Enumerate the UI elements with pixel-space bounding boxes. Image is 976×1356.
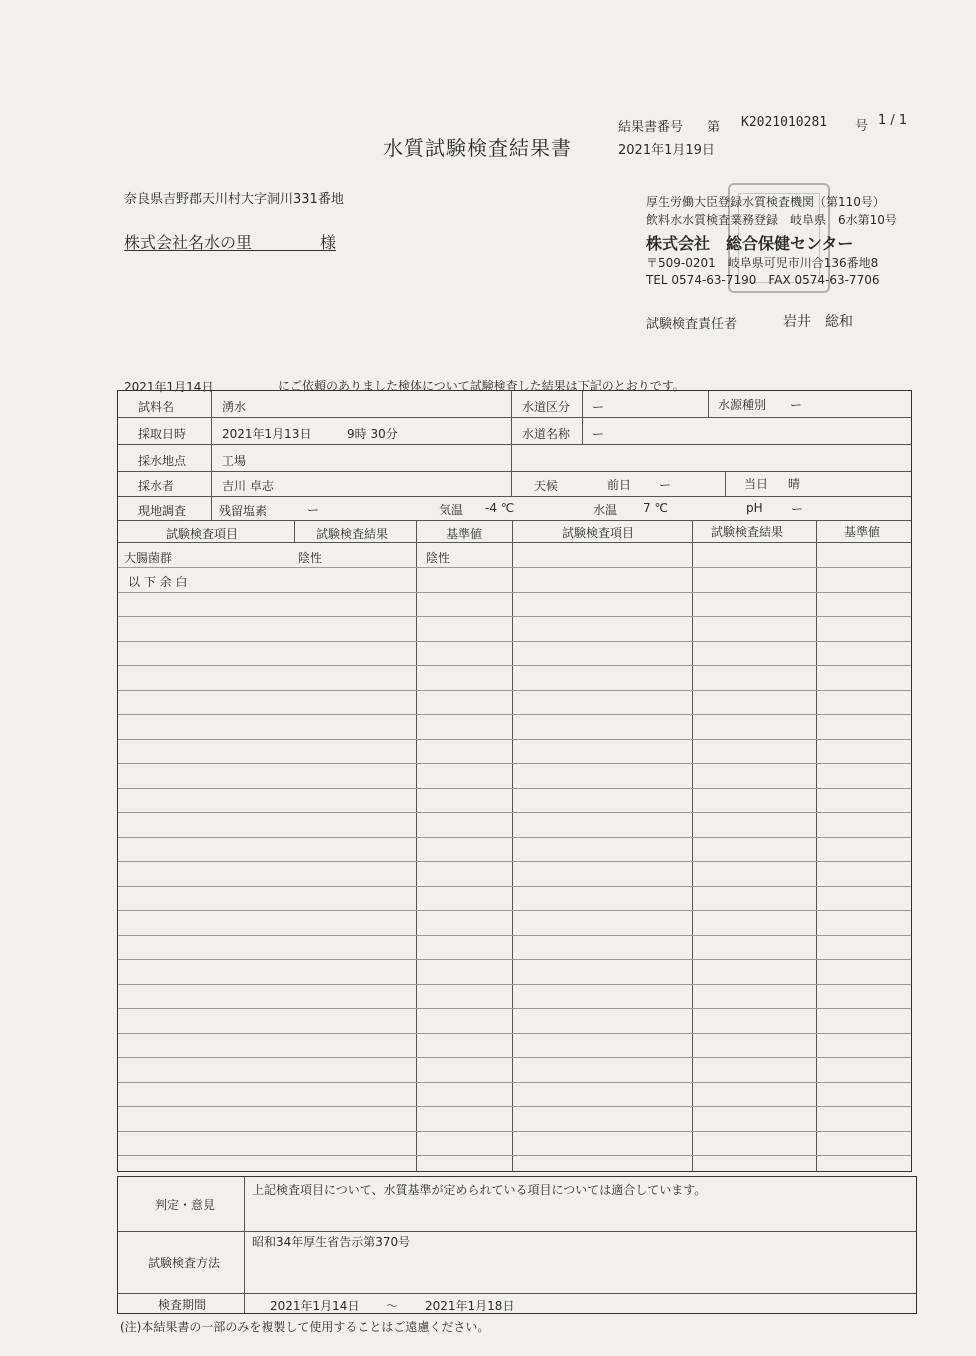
intro-text: にご依頼のありました検体について試験検査した結果は下記のとおりです。 [278, 379, 685, 393]
weather-label: 天候 [534, 479, 559, 493]
page-number: 1 / 1 [878, 113, 908, 128]
water-temp-label: 水温 [593, 503, 618, 517]
grid-line [118, 1033, 911, 1034]
col-standard-right: 基準値 [844, 525, 881, 539]
issuer-address: 〒509-0201 岐阜県可児市川合136番地8 [646, 256, 879, 270]
client-honorific: 様 [319, 233, 336, 252]
judgement-text: 上記検査項目について、水質基準が定められている項目については適合しています。 [252, 1183, 707, 1197]
sample-name-label: 試料名 [138, 400, 175, 414]
ph: ー [791, 502, 804, 516]
air-temp: -4 ℃ [485, 501, 515, 515]
col-item-left: 試験検査項目 [166, 527, 239, 541]
ph-label: pH [746, 501, 763, 515]
document-title: 水質試験検査結果書 [383, 136, 572, 160]
grid-line [118, 812, 911, 813]
period-to: 2021年1月18日 [425, 1299, 515, 1313]
period-label: 検査期間 [158, 1298, 207, 1312]
summary-box [117, 1176, 917, 1314]
request-date: 2021年1月14日 [124, 380, 214, 394]
grid-line [118, 837, 911, 838]
col-standard-left: 基準値 [446, 527, 483, 541]
report-number-prefix: 第 [707, 120, 721, 135]
grid-line [118, 1008, 911, 1009]
result-item: 大腸菌群 [124, 551, 173, 565]
same-day-label: 当日 [744, 477, 769, 491]
footnote: (注)本結果書の一部のみを複製して使用することはご遠慮ください。 [120, 1320, 490, 1334]
chlorine: ー [307, 503, 320, 517]
source-type-label: 水源種別 [718, 398, 767, 412]
grid-line [118, 1082, 911, 1083]
col-result-left: 試験検査結果 [316, 527, 389, 541]
sampling-time-label: 採取日時 [138, 427, 187, 441]
report-number: K2021010281 [741, 115, 828, 130]
grid-line [118, 910, 911, 911]
responsible-label: 試験検査責任者 [646, 317, 738, 332]
grid-line [118, 935, 911, 936]
period-from: 2021年1月14日 [270, 1299, 360, 1313]
grid-line [118, 959, 911, 960]
sample-name: 湧水 [222, 400, 247, 414]
grid-line [118, 1131, 911, 1132]
results-table [117, 390, 912, 1172]
judgement-label: 判定・意見 [155, 1198, 216, 1212]
result-standard: 陰性 [426, 551, 451, 565]
issuer-phone: TEL 0574-63-7190 FAX 0574-63-7706 [646, 273, 880, 287]
grid-line [118, 592, 911, 593]
grid-line [118, 1106, 911, 1107]
water-name: ー [592, 427, 605, 441]
sampler-label: 採水者 [138, 479, 175, 493]
chlorine-label: 残留塩素 [219, 504, 268, 518]
method-text: 昭和34年厚生省告示第370号 [252, 1235, 411, 1249]
remainder-blank: 以 下 余 白 [128, 575, 188, 589]
air-temp-label: 気温 [439, 503, 464, 517]
source-type: ー [790, 398, 803, 412]
sampling-point-label: 採水地点 [138, 454, 187, 468]
period-separator: ～ [386, 1299, 399, 1313]
grid-line [118, 690, 911, 691]
grid-line [118, 1155, 911, 1156]
report-number-suffix: 号 [855, 119, 869, 134]
client-name: 株式会社名水の里 [124, 233, 253, 252]
water-class-label: 水道区分 [522, 400, 571, 414]
issuer-registration-1: 厚生労働大臣登録水質検査機関（第110号） [646, 195, 885, 209]
client-address: 奈良県吉野郡天川村大字洞川331番地 [124, 192, 344, 207]
same-day: 晴 [788, 477, 801, 491]
grid-line [118, 665, 911, 666]
responsible-name: 岩井 総和 [783, 314, 853, 330]
sampler: 吉川 卓志 [222, 479, 274, 493]
field-survey-label: 現地調査 [138, 504, 187, 518]
col-item-right: 試験検査項目 [562, 526, 635, 540]
water-name-label: 水道名称 [522, 427, 571, 441]
grid-line [118, 714, 911, 715]
issuer-company: 株式会社 総合保健センター [646, 234, 854, 253]
water-class: ー [592, 400, 605, 414]
grid-line [118, 567, 911, 568]
grid-line [118, 984, 911, 985]
result-value: 陰性 [298, 551, 323, 565]
issue-date: 2021年1月19日 [618, 143, 715, 158]
method-label: 試験検査方法 [148, 1256, 221, 1270]
sampling-date: 2021年1月13日 [222, 427, 312, 441]
grid-line [118, 788, 911, 789]
grid-line [118, 861, 911, 862]
report-number-label: 結果書番号 [618, 120, 684, 135]
issuer-registration-2: 飲料水水質検査業務登録 岐阜県 6水第10号 [646, 213, 897, 227]
sampling-point: 工場 [222, 454, 247, 468]
grid-line [118, 886, 911, 887]
grid-line [118, 641, 911, 642]
grid-line [118, 616, 911, 617]
prev-day-label: 前日 [607, 478, 632, 492]
col-result-right: 試験検査結果 [711, 525, 784, 539]
grid-line [118, 1057, 911, 1058]
grid-line [118, 763, 911, 764]
water-temp: 7 ℃ [643, 501, 668, 515]
client-name-line [124, 230, 336, 251]
prev-day: ー [659, 478, 672, 492]
sampling-time: 9時 30分 [347, 427, 398, 441]
grid-line [118, 739, 911, 740]
